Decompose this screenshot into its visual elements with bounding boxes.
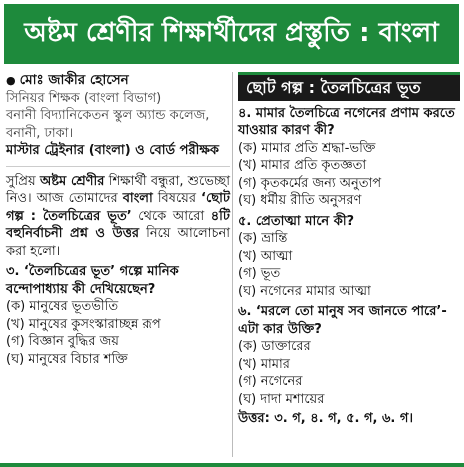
q6-option-c: (গ) নগেনের — [238, 374, 303, 389]
column-divider — [232, 72, 233, 457]
q5-option-a: (ক) ভ্রান্তি — [238, 231, 288, 246]
q4-option-d: (ঘ) ধর্মীয় রীতি অনুসরণ — [238, 193, 362, 208]
question-5: ৫. প্রেতাত্মা মানে কী? — [238, 213, 355, 229]
left-column — [6, 72, 230, 368]
q6-option-a: (ক) ডাক্তারের — [238, 339, 311, 354]
answer-text: ৩. গ, ৪. গ, ৫. গ, ৬. গ। — [269, 411, 414, 426]
q4-option-c: (গ) কৃতকর্মের জন্য অনুতাপ — [238, 175, 382, 191]
question-4: ৪. মামার তৈলচিত্রে নগেনের প্রণাম করতে যাওয়ার কারণ কী? — [238, 105, 455, 138]
q5-option-d: (ঘ) নগেনের মামার আত্মা — [238, 283, 371, 299]
q6-option-b: (খ) মামার — [238, 356, 290, 372]
q3-option-a: (ক) মানুষের ভূতভীতি — [6, 299, 119, 314]
banner-title: অষ্টম শ্রেণীর শিক্ষার্থীদের প্রস্তুতি : বাংলা — [24, 18, 439, 48]
answer-label: উত্তর: — [238, 411, 270, 426]
author-name: ● মোঃ জাকীর হোসেন — [6, 72, 129, 88]
q4-option-a: (ক) মামার প্রতি শ্রদ্ধা-ভক্তি — [238, 140, 376, 156]
q5-option-b: (খ) আত্মা — [238, 248, 293, 264]
bullet-icon: ● — [6, 74, 16, 87]
q3-option-b: (খ) মানুষের কুসংস্কারাচ্ছন্ন রূপ — [6, 316, 161, 332]
section-header: ছোট গল্প : তৈলচিত্রের ভূত — [238, 72, 460, 101]
q3-option-c: (গ) বিজ্ঞান বুদ্ধির জয় — [6, 334, 119, 349]
intro-paragraph: সুপ্রিয় অষ্টম শ্রেণীর শিক্ষার্থী বন্ধুরা, শুভেচ্ছা নিও। আজ তোমাদের বাংলা বিষয়ের ‘ছোট গল্প : তৈলচিত্রের ভূত’ থেকে আরো ৪টি বহুনির্বাচনী প্রশ্ন ও উত্তর নিয়ে আলোচনা করা হলো। — [6, 173, 231, 259]
q3-option-d: (ঘ) মানুষের বিচার শক্তি — [6, 351, 128, 367]
author-role: মাস্টার ট্রেইনার (বাংলা) ও বোর্ড পরীক্ষক — [6, 143, 219, 158]
bottom-accent-bar — [0, 463, 464, 467]
q6-option-d: (ঘ) দাদা মশায়ের — [238, 391, 325, 407]
author-institution: বনানী বিদ্যানিকেতন স্কুল অ্যান্ড কলেজ, বনানী, ঢাকা। — [6, 108, 210, 141]
divider — [6, 166, 230, 167]
q4-option-b: (খ) মামার প্রতি কৃতজ্ঞতা — [238, 158, 367, 173]
page-banner — [4, 4, 459, 64]
author-designation: সিনিয়র শিক্ষক (বাংলা বিভাগ) — [6, 90, 162, 106]
answer-key — [238, 410, 460, 428]
question-3: ৩. ‘তৈলচিত্রের ভূত’ গল্পে মানিক বন্দোপাধ্যায় কী দেখিয়েছেন? — [6, 264, 179, 297]
question-6: ৬. ‘মরলে তো মানুষ সব জানতে পারে’- এটা কার উক্তি? — [238, 304, 447, 337]
q5-option-c: (গ) ভূত — [238, 266, 281, 281]
right-column — [238, 72, 460, 428]
